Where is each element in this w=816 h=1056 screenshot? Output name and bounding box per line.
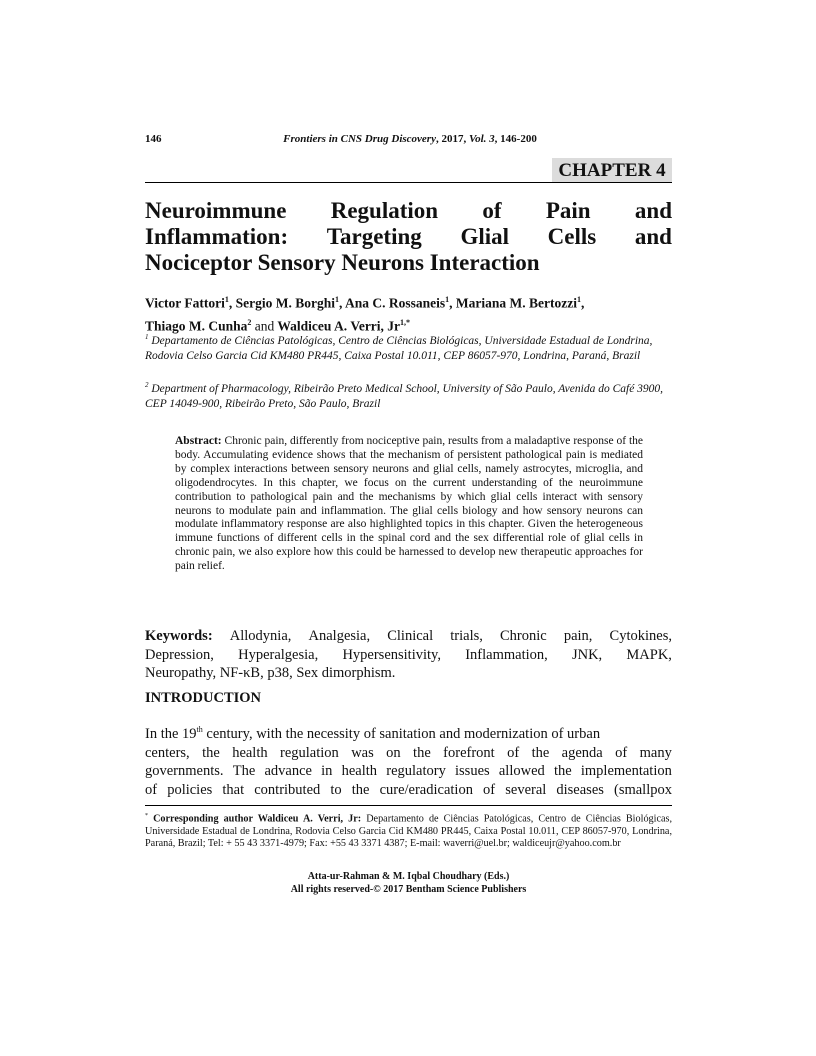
intro-word: advance: [264, 763, 312, 780]
editors-line: Atta-ur-Rahman & M. Iqbal Choudhary (Eds.): [307, 871, 510, 882]
intro-word: of: [507, 744, 520, 761]
intro-word: regulation: [280, 744, 339, 761]
author: Waldiceu A. Verri, Jr: [277, 318, 401, 333]
journal-name: Frontiers in CNS Drug Discovery: [283, 133, 436, 145]
corresponding-author-footnote: [145, 810, 672, 850]
abstract-label: Abstract:: [175, 435, 222, 447]
title-word: Glial: [460, 224, 509, 249]
author-affiliation-mark: 1: [445, 295, 450, 304]
title-line-1: [145, 198, 672, 224]
intro-word: several: [505, 782, 547, 799]
keyword: pain,: [563, 628, 593, 644]
intro-word: to: [330, 782, 342, 799]
author-affiliation-mark: 1: [224, 295, 229, 304]
author-conjunction: and: [254, 318, 275, 333]
journal-volume: Vol. 3: [468, 133, 495, 145]
keywords-label: Keywords:: [145, 628, 213, 644]
copyright-line: All rights reserved-© 2017 Bentham Science Publishers: [290, 884, 527, 895]
author-list: Victor Fattori$^1$, Sergio M. Borghi$^1$, Ana C. Rossaneis$^1$, Mariana M. Bertozzi$^1$, Thiago M. Cunha$^2$ and Waldiceu A. Verri, $Jr^{1,*}$: [145, 295, 585, 333]
affiliation-mark: 2: [145, 381, 149, 389]
intro-word: implementation: [580, 763, 672, 780]
journal-pages: , 146-200: [494, 133, 537, 145]
affiliation-mark: 1: [145, 333, 149, 341]
title-word: of: [482, 198, 502, 223]
header-rule: [145, 182, 672, 183]
intro-word: many: [639, 744, 672, 761]
footnote-rule: [145, 805, 672, 806]
section-heading: INTRODUCTION: [145, 690, 262, 706]
title-word: Inflammation:: [145, 224, 289, 249]
intro-word: of: [615, 744, 628, 761]
author-affiliation-mark: 1: [576, 295, 581, 304]
intro-word: the: [553, 763, 572, 780]
author-affiliation-mark: 1: [334, 295, 339, 304]
intro-word: on: [386, 744, 401, 761]
author: Victor Fattori: [145, 295, 225, 311]
intro-word: (smallpox: [614, 782, 672, 799]
intro-line-2: [145, 744, 672, 763]
intro-word: centers,: [145, 744, 190, 761]
keyword: MAPK,: [626, 646, 672, 663]
intro-word: governments.: [145, 763, 224, 780]
author: Mariana M. Bertozzi: [455, 295, 577, 311]
intro-text: In the 19: [145, 725, 197, 742]
intro-word: regulatory: [386, 763, 446, 780]
intro-word: of: [145, 782, 158, 799]
footnote-mark: *: [145, 813, 148, 819]
intro-word: that: [222, 782, 245, 799]
title-word: and: [634, 224, 672, 249]
keyword: Allodynia,: [229, 628, 292, 644]
intro-word: forefront: [443, 744, 495, 761]
intro-word: in: [321, 763, 333, 780]
introduction-text: [145, 721, 672, 800]
intro-word: allowed: [498, 763, 545, 780]
keywords-line-3: Neuropathy, NF-κB, p38, Sex dimorphism.: [145, 665, 396, 681]
affiliation-1: [145, 330, 672, 365]
affiliation-text: Department of Pharmacology, Ribeirão Preto Medical School, University of São Paulo, Avenida do Café 3900, CEP 14049-900, Ribeirão Preto, São Paulo, Brazil: [145, 382, 664, 411]
chapter-title: [145, 198, 672, 276]
keyword: Analgesia,: [308, 628, 371, 644]
running-header: Frontiers in CNS Drug Discovery, 2017, Vol. 3, 146-200: [283, 133, 537, 145]
intro-line-4: [145, 781, 672, 800]
keyword: Clinical: [387, 628, 434, 644]
keywords: [145, 627, 672, 683]
keyword: Cytokines,: [609, 628, 672, 644]
chapter-label: CHAPTER 4: [552, 158, 672, 182]
affiliation-2: [145, 378, 672, 413]
title-word: Cells: [547, 224, 597, 249]
title-line-2: [145, 224, 672, 250]
title-word: and: [634, 198, 672, 223]
page-number: 146: [145, 133, 162, 145]
footnote-text: Departamento de Ciências Patológicas, Centro de Ciências Biológicas, Universidade Estadual de Londrina, Rodovia Celso Garcia Cid KM480 PR445, Caixa Postal 10.011, CEP 86057-970, Londrina, Paraná, Brazil; Tel: + 55 43 3371-4979; Fax: +55 43 3371 4387; E-mail: waverri@uel.br; waldiceujr@yahoo.com.br: [145, 813, 673, 849]
intro-line-3: [145, 762, 672, 781]
keyword: Inflammation,: [465, 646, 548, 663]
intro-word: the: [531, 744, 550, 761]
intro-word: of: [483, 782, 496, 799]
title-word: Regulation: [330, 198, 439, 223]
ordinal-suffix: th: [196, 725, 203, 734]
intro-word: contributed: [254, 782, 321, 799]
intro-word: cure/eradication: [379, 782, 473, 799]
author-affiliation-mark: 2: [247, 317, 252, 327]
keyword: trials,: [450, 628, 483, 644]
intro-word: agenda: [561, 744, 603, 761]
publisher-credits: [145, 870, 672, 896]
intro-word: the: [351, 782, 370, 799]
keywords-line-1: [145, 627, 672, 646]
title-word: Targeting: [326, 224, 422, 249]
keyword: Chronic: [500, 628, 547, 644]
title-line-3: Nociceptor Sensory Neurons Interaction: [145, 250, 540, 275]
abstract: [175, 435, 643, 574]
keyword: JNK,: [571, 646, 603, 663]
author: Ana C. Rossaneis: [344, 295, 446, 311]
intro-word: health: [341, 763, 378, 780]
keyword: Depression,: [145, 646, 214, 663]
intro-word: The: [232, 763, 256, 780]
title-word: Pain: [545, 198, 591, 223]
intro-line-1: [145, 721, 672, 744]
intro-word: issues: [455, 763, 490, 780]
abstract-text: Chronic pain, differently from nociceptive pain, results from a maladaptive response of the body. Accumulating evidence shows that the mechanism of persistent pathological pain is mediated by complex interactions between sensory neurons and glial cells, namely astrocytes, microglia, and oligodendrocytes. In this chapter, we focus on the current understanding of the neuroimmune contribution to pathological pain and the mechanisms by which glial cells interact with sensory neurons to modulate pain and inflammation. The glial cells biology and how sensory neurons can modulate inflammatory response are also highlighted topics in this chapter. Given the heterogeneous immune functions of different cells in the spinal cord and the sex differential role of glial cells in chronic pain, we also explore how this could be harnessed to develop new therapeutic approaches for pain relief.: [175, 435, 643, 573]
keyword: Hypersensitivity,: [342, 646, 441, 663]
keywords-line-2: [145, 646, 672, 665]
intro-word: policies: [167, 782, 213, 799]
intro-word: health: [232, 744, 268, 761]
intro-word: diseases: [556, 782, 604, 799]
title-word: Neuroimmune: [145, 198, 287, 223]
affiliation-text: Departamento de Ciências Patológicas, Centro de Ciências Biológicas, Universidade Estadual de Londrina, Rodovia Celso Garcia Cid KM480 PR445, Caixa Postal 10.011, CEP 86057-970, Londrina, Paraná, Brazil: [145, 334, 653, 363]
intro-word: the: [413, 744, 431, 761]
intro-word: was: [351, 744, 374, 761]
author: Thiago M. Cunha: [145, 318, 248, 333]
author: Sergio M. Borghi: [235, 295, 335, 311]
author-affiliation-mark: 1,*: [400, 317, 411, 327]
journal-year: 2017,: [441, 133, 467, 145]
footnote-label: Corresponding author Waldiceu A. Verri, Jr:: [153, 813, 362, 825]
intro-text: century, with the necessity of sanitation and modernization of urban: [206, 725, 601, 742]
intro-word: the: [202, 744, 220, 761]
keyword: Hyperalgesia,: [238, 646, 319, 663]
